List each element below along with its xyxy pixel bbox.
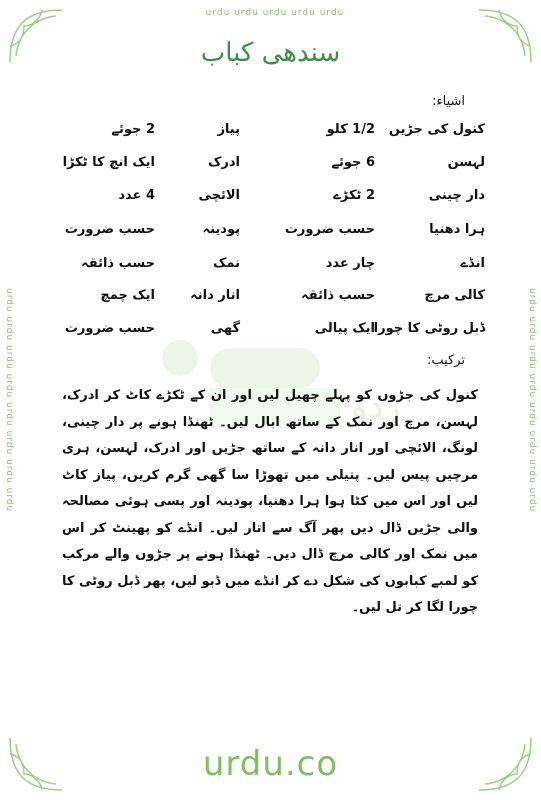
ingredient-row — [64, 321, 485, 343]
page-title: سندھی کباب — [200, 38, 341, 68]
ingredient-quantity: 4 عدد — [118, 188, 155, 203]
ingredient-quantity: حسب ذائقہ — [81, 256, 155, 271]
ingredient-name: کالی مرچ — [424, 288, 485, 303]
ingredient-row — [90, 188, 485, 210]
ingredient-name: لہسن — [447, 155, 485, 170]
ingredient-quantity: حسب ضرورت — [284, 222, 375, 237]
ingredient-name: ادرک — [208, 155, 240, 170]
ingredient-quantity: 2 ٹکڑے — [333, 188, 375, 203]
ingredient-quantity: ایک چمچ — [100, 288, 155, 303]
ingredients-heading: اشیاء: — [432, 94, 465, 109]
method-paragraph: کنول کی جڑوں کو پہلے چھیل لیں اور ان کے ٹکڑے کاٹ کر ادرک، لہسن، مرچ اور نمک کے ساتھ ابال لیں۔ ٹھنڈا ہونے پر دار چینی، لونگ، الائچی اور انار دانہ کے ساتھ جڑیں اور ادرک، لہسن، ہری مرچیں پیس لیں۔ پتیلی میں تھوڑا سا گھی گرم کریں، پیاز کاٹ لیں اور اس میں کٹا ہوا ہرا دھنیا، پودینہ اور پسی ہوئی مصالحہ والی جڑیں ڈال دیں پھر آگ سے اتار لیں۔ انڈے کو پھینٹ کر اس میں نمک اور کالی مرچ ڈال دیں۔ ٹھنڈا ہونے پر جڑوں والے مرکب کو لمبے کبابوں کی شکل دے کر انڈے میں ڈبو لیں، پھر ڈبل روٹی کا چورا لگا کر تل لیں۔ — [62, 388, 478, 615]
ingredient-name: ڈبل روٹی کا چورا — [373, 321, 485, 336]
frame-left-text: urdu urdu urdu urdu urdu urdu urdu urdu — [4, 287, 14, 513]
ingredient-name: الائچی — [198, 188, 240, 203]
ingredient-row — [90, 288, 485, 310]
ingredient-row — [81, 256, 485, 278]
ingredient-name: انار دانہ — [190, 288, 240, 303]
ingredient-row — [62, 155, 485, 177]
ingredient-quantity: 2 جوئے — [111, 122, 155, 137]
ingredient-name: دار چینی — [428, 188, 485, 203]
frame-right-text: urdu urdu urdu urdu urdu urdu urdu urdu — [527, 287, 537, 513]
ingredient-name: انڈے — [460, 256, 485, 271]
ingredient-quantity: ایک انچ کا ٹکڑا — [62, 155, 155, 170]
ingredient-row — [64, 222, 485, 244]
frame-top-text: urdu urdu urdu urdu urdu — [205, 8, 345, 18]
ingredient-quantity: ایک پیالی — [314, 321, 375, 336]
ingredient-name: ہرا دھنیا — [429, 222, 485, 237]
ingredient-quantity: 1/2 کلو — [326, 122, 375, 137]
ingredient-quantity: چار عدد — [325, 256, 375, 271]
ingredient-quantity: حسب ضرورت — [64, 222, 155, 237]
ingredient-name: پودینہ — [202, 222, 240, 237]
ingredient-name: گھی — [210, 321, 240, 336]
ingredient-quantity: حسب ضرورت — [64, 321, 155, 336]
watermark-text: ردو — [350, 386, 400, 427]
ingredient-quantity: حسب ذائقہ — [301, 288, 375, 303]
ingredient-name: نمک — [213, 256, 240, 271]
ingredient-row — [90, 122, 485, 144]
ingredient-name: پیاز — [217, 122, 240, 137]
ingredient-quantity: 6 جوئے — [331, 155, 375, 170]
method-heading: ترکیب: — [426, 353, 465, 368]
footer-site-name[interactable]: urdu.co — [202, 744, 339, 784]
ingredient-name: کنول کی جڑیں — [388, 122, 485, 137]
